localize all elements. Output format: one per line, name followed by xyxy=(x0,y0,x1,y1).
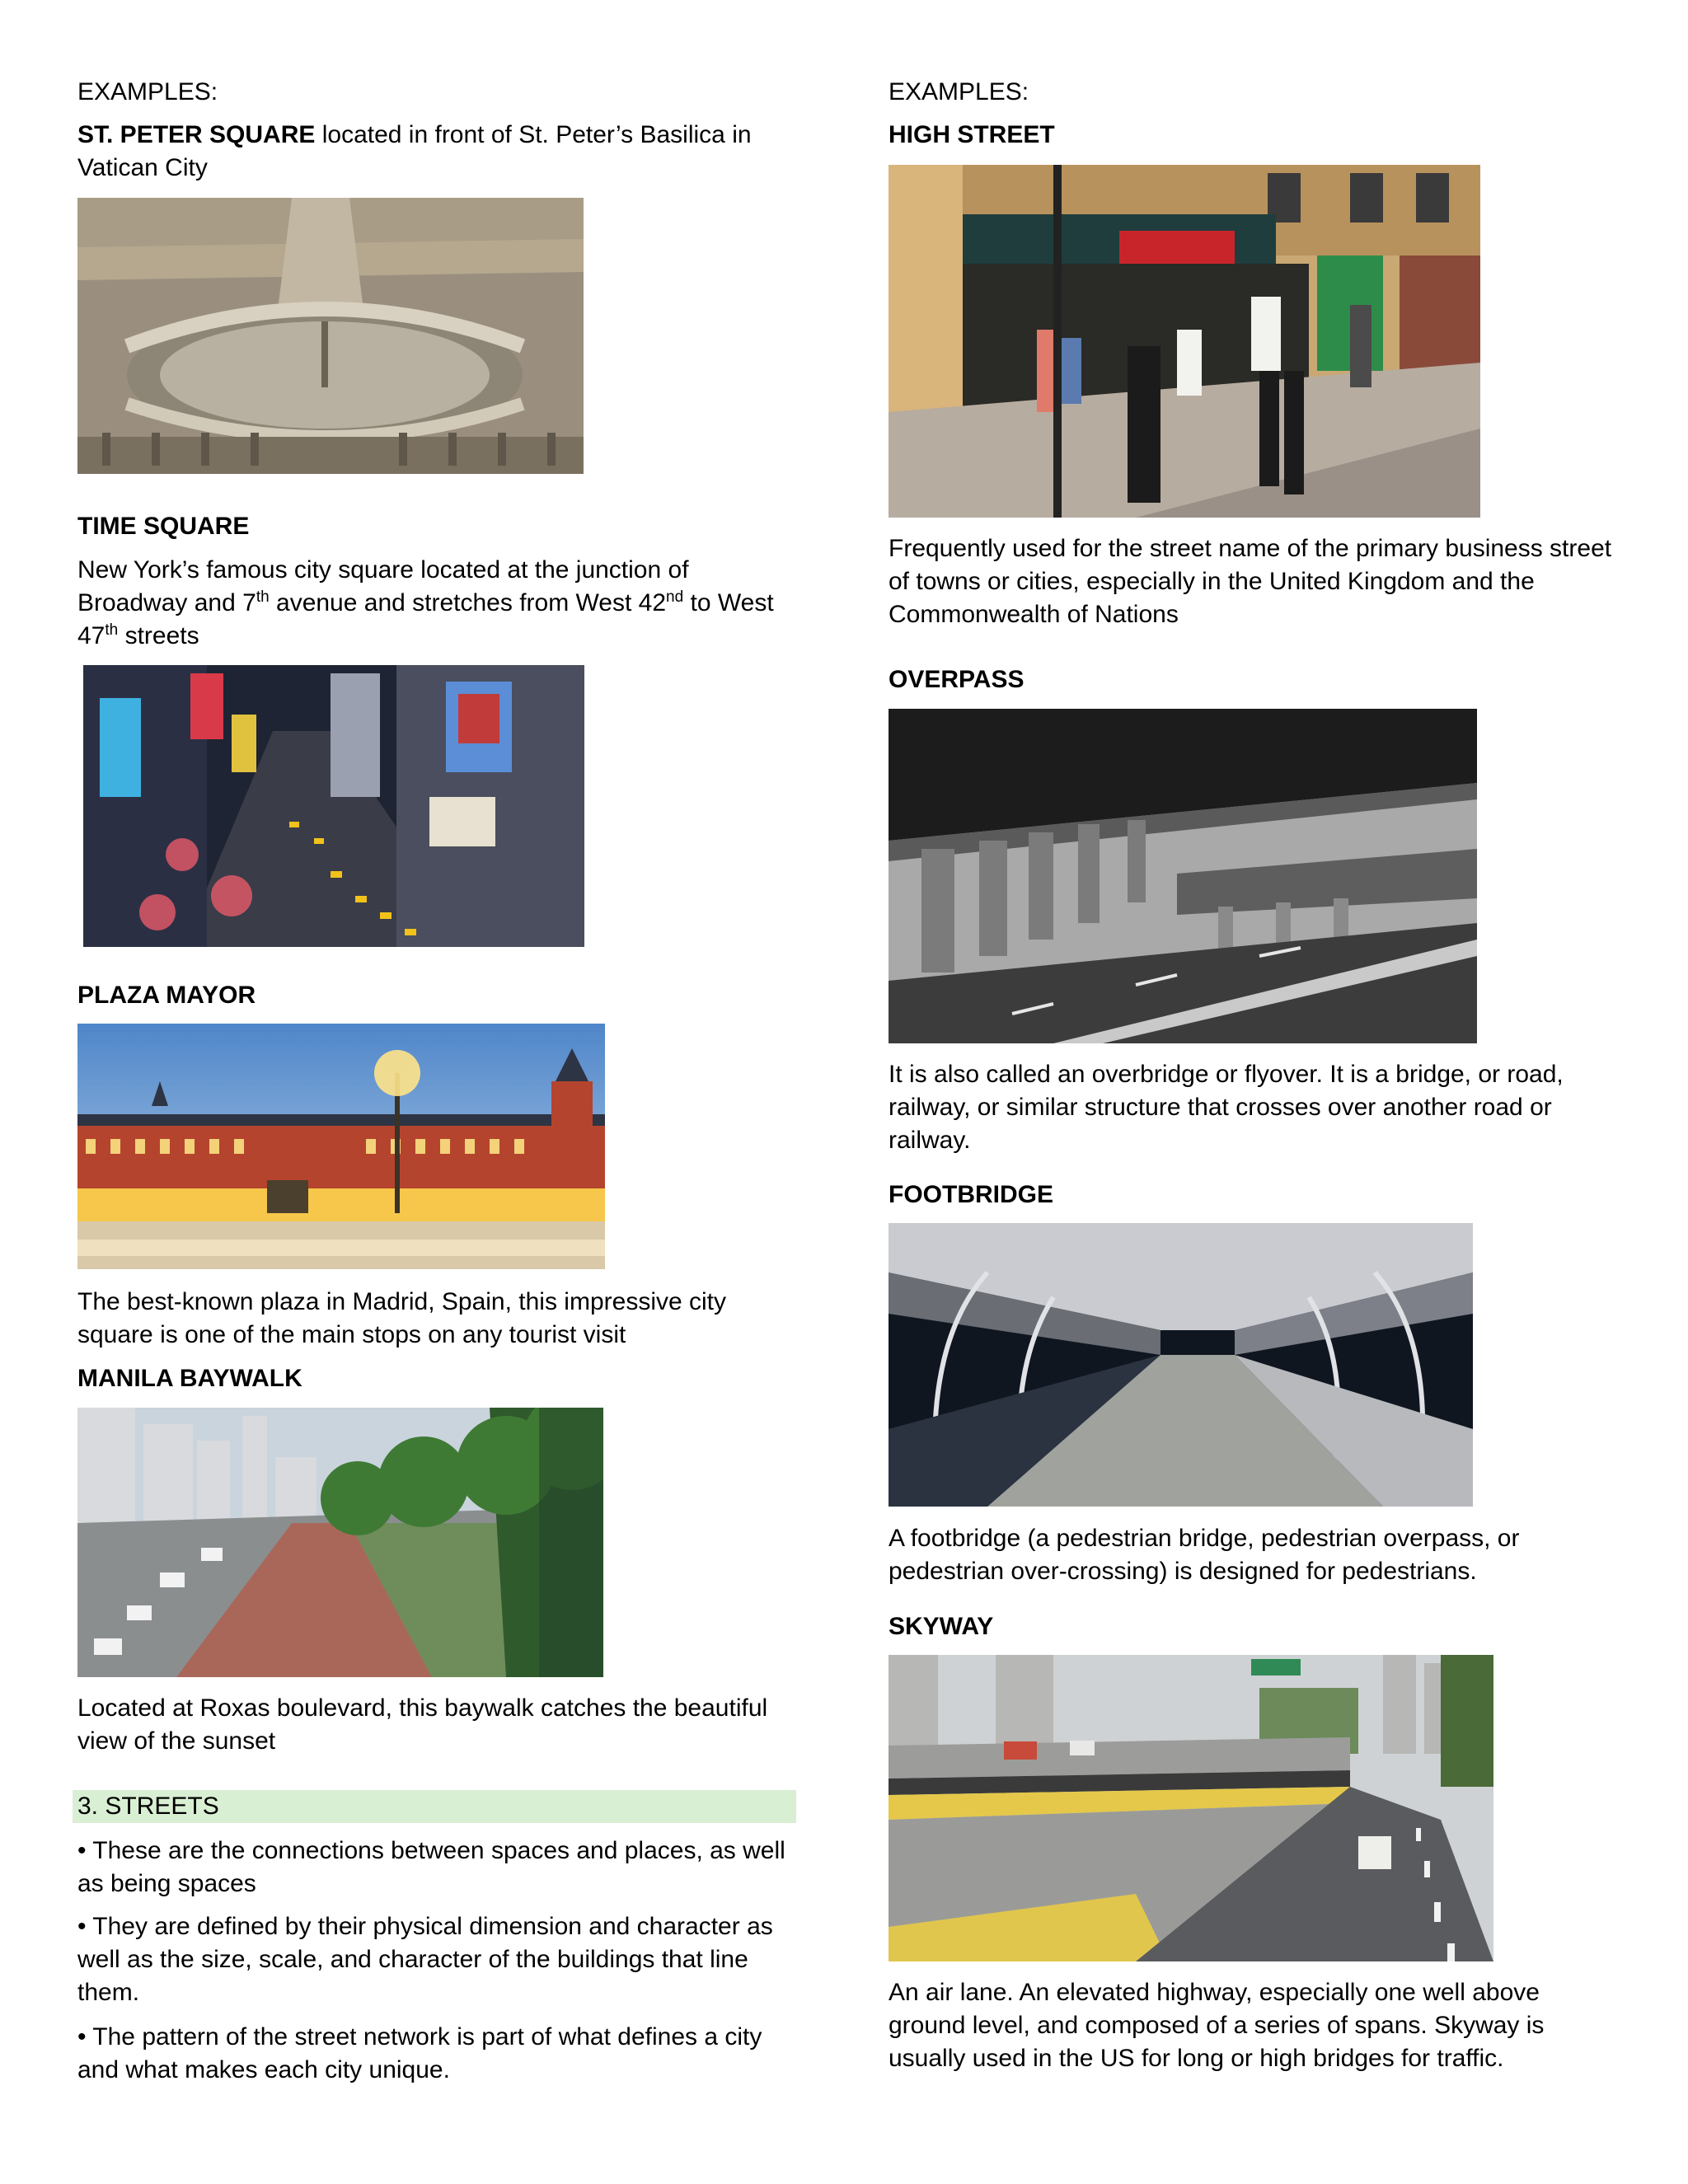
time-square-sup-1: th xyxy=(256,588,270,606)
plaza-mayor-caption: The best-known plaza in Madrid, Spain, this impressive city square is one of the main stops on any tourist visit xyxy=(77,1288,727,1348)
plaza-mayor-title: PLAZA MAYOR xyxy=(77,982,256,1009)
examples-label-left: EXAMPLES: xyxy=(77,78,218,105)
manila-baywalk-title: MANILA BAYWALK xyxy=(77,1365,302,1392)
st-peter-paragraph xyxy=(77,119,803,185)
time-square-text-1: New York’s famous city square located at the junction of Broadway and 7 xyxy=(77,556,689,616)
footbridge-title: FOOTBRIDGE xyxy=(889,1181,1053,1208)
streets-bullet-2: • They are defined by their physical dimension and character as well as the size, scale, and character of the buildings that line them. xyxy=(77,1913,773,2006)
high-street-caption: Frequently used for the street name of the primary business street of towns or cities, especially in the United Kingdom and the Commonwealth of Nations xyxy=(889,535,1612,628)
streets-bullet-1: • These are the connections between spaces and places, as well as being spaces xyxy=(77,1837,785,1897)
manila-baywalk-caption: Located at Roxas boulevard, this baywalk catches the beautiful view of the sunset xyxy=(77,1694,768,1755)
time-square-sup-3: th xyxy=(105,621,119,639)
footbridge-caption: A footbridge (a pedestrian bridge, pedestrian overpass, or pedestrian over-crossing) is designed for pedestrians. xyxy=(889,1525,1520,1585)
skyway-photo xyxy=(889,1655,1493,1961)
time-square-text-3: to West 47 xyxy=(77,589,774,649)
time-square-photo xyxy=(83,665,584,947)
streets-heading-highlight xyxy=(73,1790,796,1823)
time-square-description xyxy=(77,554,803,653)
streets-bullet-3: • The pattern of the street network is part of what defines a city and what makes each city unique. xyxy=(77,2023,762,2083)
streets-heading: 3. STREETS xyxy=(77,1793,219,1820)
high-street-title: HIGH STREET xyxy=(889,121,1055,148)
time-square-sup-2: nd xyxy=(666,588,684,606)
high-street-photo xyxy=(889,165,1480,518)
time-square-title: TIME SQUARE xyxy=(77,513,250,540)
time-square-text-2: avenue and stretches from West 42 xyxy=(269,589,667,616)
examples-label-right: EXAMPLES: xyxy=(889,78,1029,105)
footbridge-photo xyxy=(889,1223,1473,1507)
st-peter-title: ST. PETER SQUARE xyxy=(77,121,316,148)
overpass-caption: It is also called an overbridge or flyover. It is a bridge, or road, railway, or similar structure that crosses over another road or railway. xyxy=(889,1061,1564,1154)
time-square-text-4: streets xyxy=(118,622,199,649)
skyway-title: SKYWAY xyxy=(889,1613,994,1640)
manila-baywalk-photo xyxy=(77,1408,603,1677)
st-peter-square-photo xyxy=(77,198,584,474)
overpass-photo xyxy=(889,709,1477,1043)
skyway-caption: An air lane. An elevated highway, especially one well above ground level, and composed of a series of spans. Skyway is usually used in the US for long or high bridges for traffic. xyxy=(889,1979,1545,2072)
plaza-mayor-photo xyxy=(77,1024,605,1269)
st-peter-text: located in front of St. Peter’s Basilica in Vatican City xyxy=(77,121,752,181)
overpass-title: OVERPASS xyxy=(889,666,1025,693)
